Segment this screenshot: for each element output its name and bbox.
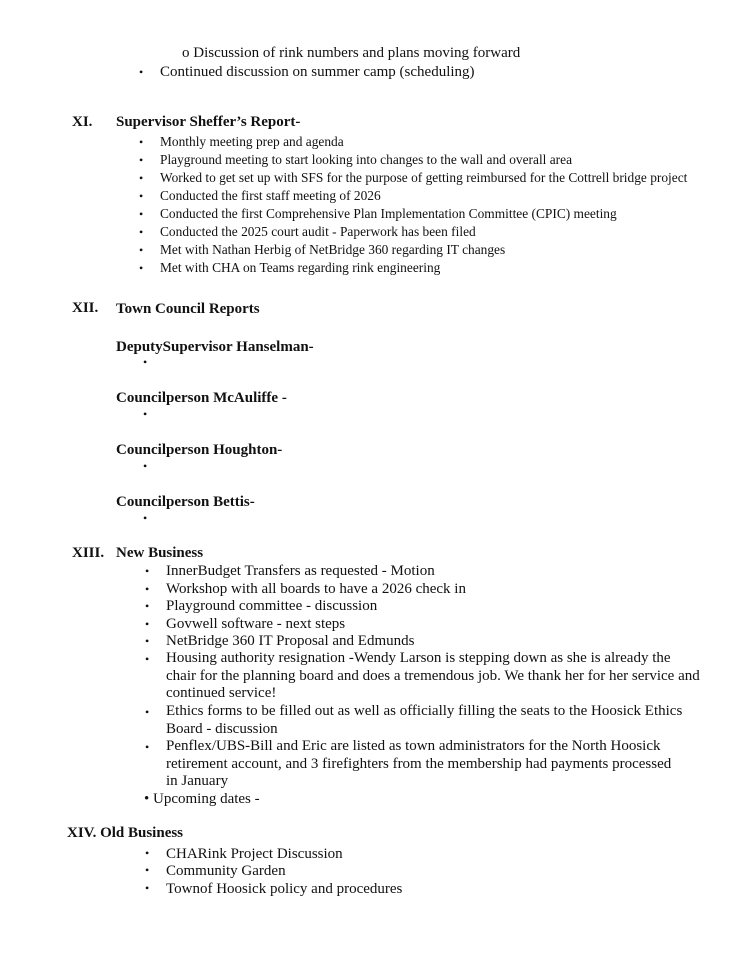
- section-numeral: XII.: [72, 300, 99, 316]
- list-item: Met with Nathan Herbig of NetBridge 360 regarding IT changes: [160, 242, 506, 257]
- bullet-icon: •: [139, 135, 144, 149]
- bullet-icon: •: [139, 153, 144, 167]
- bullet-icon: •: [143, 407, 148, 421]
- bullet-icon: •: [145, 617, 150, 631]
- list-item: Worked to get set up with SFS for the purpose of getting reimbursed for the Cottrell bridge project: [160, 170, 688, 185]
- bullet-icon: •: [145, 564, 150, 578]
- bullet-icon: •: [143, 355, 148, 369]
- bullet-icon: •: [143, 459, 148, 473]
- council-member-heading: Councilperson McAuliffe -: [116, 390, 287, 406]
- bullet-icon: •: [145, 863, 150, 877]
- list-item: Monthly meeting prep and agenda: [160, 134, 344, 149]
- list-item: Townof Hoosick policy and procedures: [166, 881, 403, 897]
- bullet-icon: •: [139, 261, 144, 275]
- bullet-icon: •: [145, 881, 150, 895]
- list-item: Conducted the 2025 court audit - Paperwork has been filed: [160, 224, 476, 239]
- list-item: CHARink Project Discussion: [166, 846, 343, 862]
- list-item: Conducted the first staff meeting of 2026: [160, 188, 381, 203]
- list-item: Penflex/UBS-Bill and Eric are listed as town administrators for the North Hoosick retirement account, and 3 firefighters from the membership had payments processed in January: [166, 738, 672, 789]
- list-item: Ethics forms to be filled out as well as officially filling the seats to the Hoosick Ethics Board - discussion: [166, 703, 683, 737]
- council-member-heading: Councilperson Bettis-: [116, 494, 255, 510]
- section-numeral: XIII.: [72, 545, 105, 561]
- bullet-icon: •: [145, 634, 150, 648]
- list-item: Govwell software - next steps: [166, 616, 346, 632]
- bullet-icon: •: [145, 740, 150, 754]
- bullet-icon: •: [145, 582, 150, 596]
- bullet-icon: •: [139, 243, 144, 257]
- bullet-icon: •: [143, 511, 148, 525]
- bullet-icon: •: [145, 652, 150, 666]
- bullet-icon: •: [139, 189, 144, 203]
- list-item: Workshop with all boards to have a 2026 check in: [166, 581, 466, 597]
- sub-list-item: o Discussion of rink numbers and plans moving forward: [182, 45, 521, 61]
- list-item: Conducted the first Comprehensive Plan Implementation Committee (CPIC) meeting: [160, 206, 617, 221]
- council-member-heading: DeputySupervisor Hanselman-: [116, 339, 314, 355]
- list-item: Continued discussion on summer camp (scheduling): [160, 64, 475, 80]
- bullet-icon: •: [139, 171, 144, 185]
- bullet-icon: •: [139, 65, 144, 79]
- list-item: Community Garden: [166, 863, 286, 879]
- list-item: Playground committee - discussion: [166, 598, 378, 614]
- bullet-icon: •: [145, 705, 150, 719]
- list-item: Housing authority resignation -Wendy Larson is stepping down as she is already the chair for the planning board and does a tremendous job. We thank her for her service and continued service!: [166, 650, 700, 701]
- upcoming-dates-item: • Upcoming dates -: [144, 791, 260, 807]
- list-item: Playground meeting to start looking into changes to the wall and overall area: [160, 152, 573, 167]
- list-item: InnerBudget Transfers as requested - Motion: [166, 563, 435, 579]
- section-title: XIV. Old Business: [67, 825, 184, 841]
- list-item: Met with CHA on Teams regarding rink engineering: [160, 260, 441, 275]
- bullet-icon: •: [139, 225, 144, 239]
- council-member-heading: Councilperson Houghton-: [116, 442, 283, 458]
- bullet-icon: •: [145, 599, 150, 613]
- bullet-icon: •: [139, 207, 144, 221]
- section-title: New Business: [116, 545, 204, 561]
- section-numeral: XI.: [72, 114, 93, 130]
- section-title: Town Council Reports: [116, 301, 260, 317]
- list-item: NetBridge 360 IT Proposal and Edmunds: [166, 633, 415, 649]
- bullet-icon: •: [145, 846, 150, 860]
- section-title: Supervisor Sheffer’s Report-: [116, 114, 301, 130]
